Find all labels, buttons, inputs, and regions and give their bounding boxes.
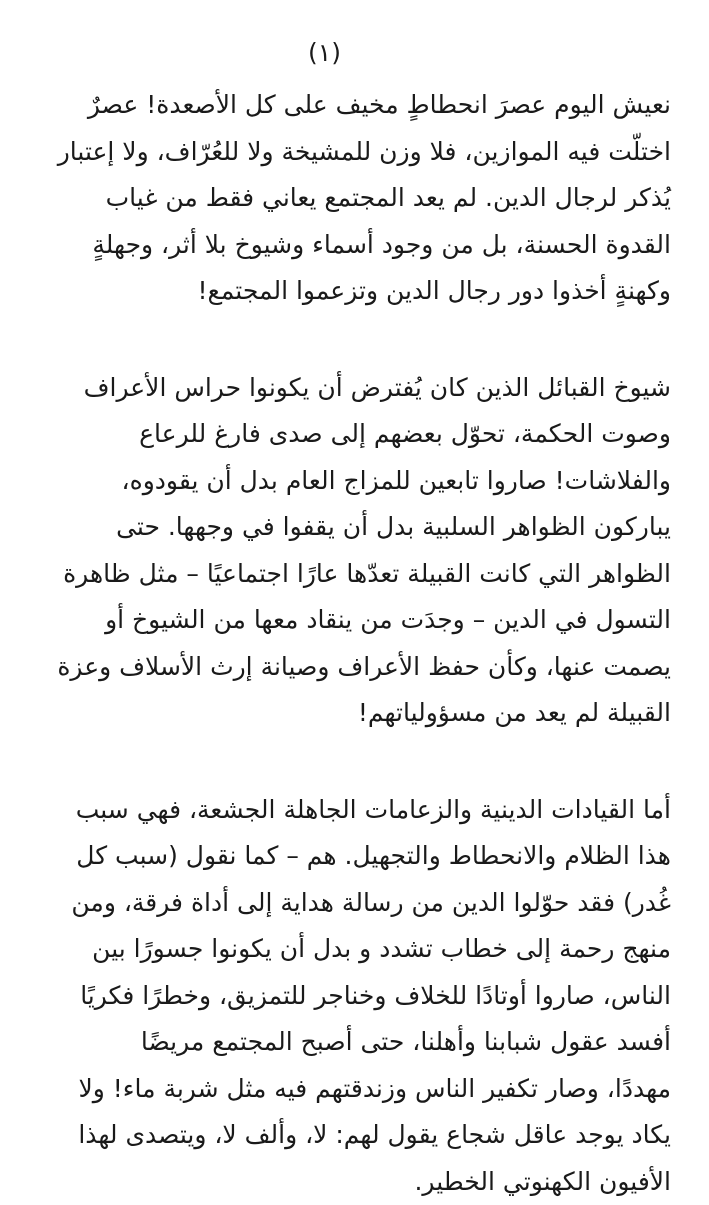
text-line: أفسد عقول شبابنا وأهلنا، حتى أصبح المجتمع مريضًا — [38, 1019, 671, 1066]
text-line: شيوخ القبائل الذين كان يُفترض أن يكونوا حراس الأعراف — [38, 365, 671, 412]
text-line: الظواهر التي كانت القبيلة تعدّها عارًا اجتماعيًا – مثل ظاهرة — [38, 551, 671, 598]
text-line: وكهنةٍ أخذوا دور رجال الدين وتزعموا المجتمع! — [38, 268, 671, 315]
text-line: وصوت الحكمة، تحوّل بعضهم إلى صدى فارغ للرعاع — [38, 411, 671, 458]
text-line: يُذكر لرجال الدين. لم يعد المجتمع يعاني فقط من غياب — [38, 175, 671, 222]
text-line: نعيش اليوم عصرَ انحطاطٍ مخيف على كل الأصعدة! عصرٌ — [38, 82, 671, 129]
paragraph-2 — [38, 365, 671, 737]
text-line: الناس، صاروا أوتادًا للخلاف وخناجر للتمزيق، وخطرًا فكريًا — [38, 973, 671, 1020]
text-line: القدوة الحسنة، بل من وجود أسماء وشيوخ بلا أثر، وجهلةٍ — [38, 222, 671, 269]
text-line: والفلاشات! صاروا تابعين للمزاج العام بدل أن يقودوه، — [38, 458, 671, 505]
text-line: التسول في الدين – وجدَت من ينقاد معها من الشيوخ أو — [38, 597, 671, 644]
text-line: يباركون الظواهر السلبية بدل أن يقفوا في وجهها. حتى — [38, 504, 671, 551]
text-line: القبيلة لم يعد من مسؤولياتهم! — [38, 690, 671, 737]
text-line: أما القيادات الدينية والزعامات الجاهلة الجشعة، فهي سبب — [38, 787, 671, 834]
text-line: الأفيون الكهنوتي الخطير. — [38, 1159, 671, 1205]
text-line: غُدر) فقد حوّلوا الدين من رسالة هداية إلى أداة فرقة، ومن — [38, 880, 671, 927]
text-line: منهج رحمة إلى خطاب تشدد و بدل أن يكونوا جسورًا بين — [38, 926, 671, 973]
paragraph-3 — [38, 787, 671, 1205]
text-line: مهددًا، وصار تكفير الناس وزندقتهم فيه مثل شربة ماء! ولا — [38, 1066, 671, 1113]
paragraph-1 — [38, 82, 671, 315]
text-line: اختلّت فيه الموازين، فلا وزن للمشيخة ولا للعُرّاف، ولا إعتبار — [38, 129, 671, 176]
text-line: يكاد يوجد عاقل شجاع يقول لهم: لا، وألف لا، ويتصدى لهذا — [38, 1112, 671, 1159]
text-line: يصمت عنها، وكأن حفظ الأعراف وصيانة إرث الأسلاف وعزة — [38, 644, 671, 691]
text-line: هذا الظلام والانحطاط والتجهيل. هم – كما نقول (سبب كل — [38, 833, 671, 880]
page-number: (١) — [38, 36, 671, 70]
